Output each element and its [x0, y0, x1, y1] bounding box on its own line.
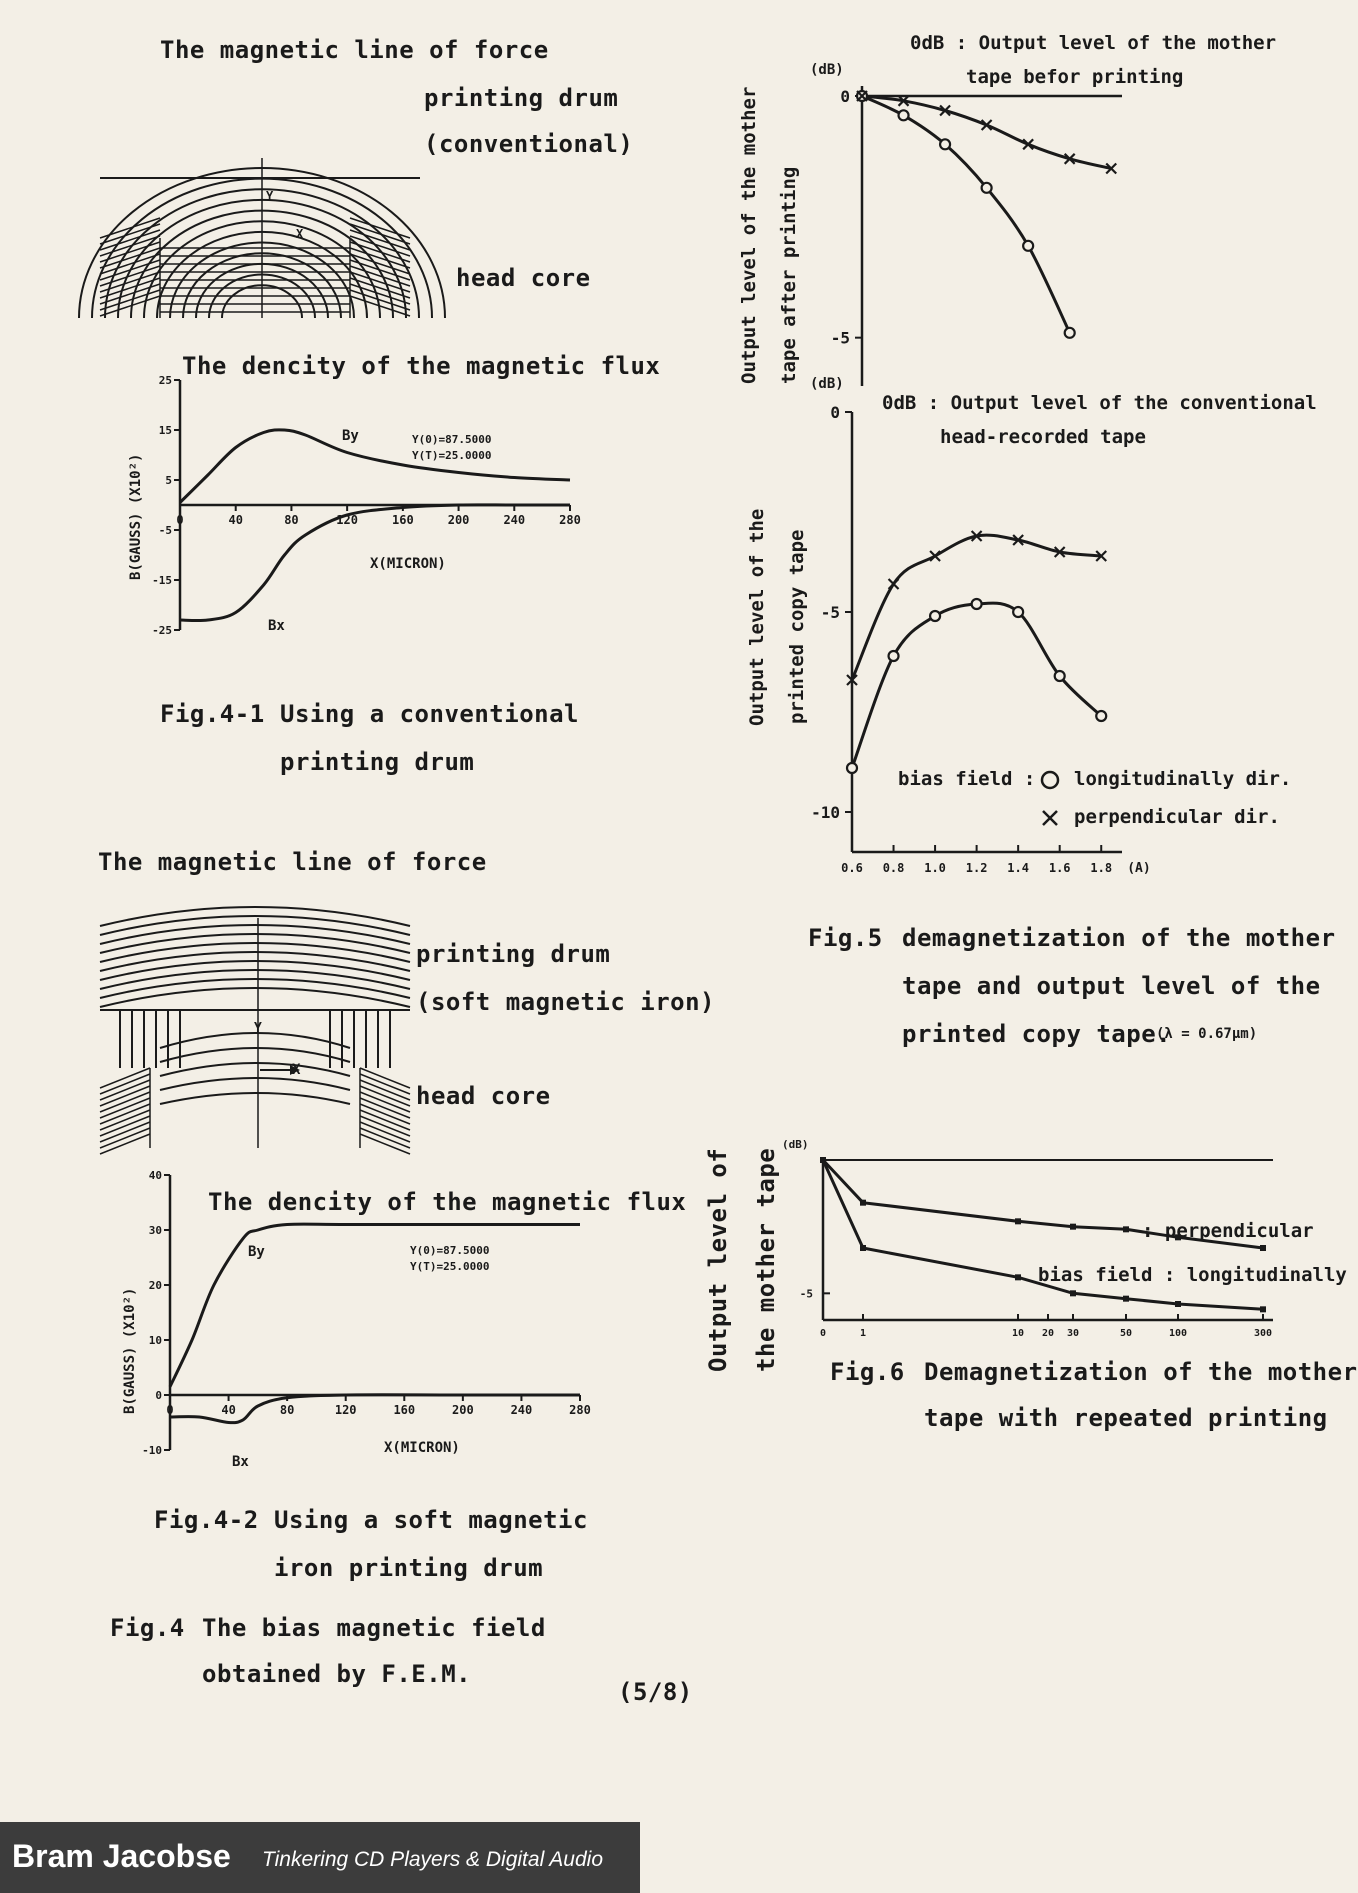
y-tick-label: 15 [158, 424, 172, 437]
x-tick-label: 160 [393, 1403, 416, 1417]
fig5-bot-ylabel2: printed copy tape [786, 529, 808, 724]
marker-circle [889, 651, 899, 661]
fig5-top-chart [820, 80, 1240, 370]
fig4-caption-l1: The bias magnetic field [202, 1614, 546, 1642]
x-tick-label: 10 [1011, 1328, 1025, 1339]
marker-cross [889, 579, 899, 589]
fig41-caption-l2: printing drum [280, 748, 475, 776]
fig6-label-perp: : perpendicular [1142, 1220, 1314, 1242]
fig6-caption-l1: Demagnetization of the mother [924, 1358, 1358, 1386]
x-tick-label: 40 [228, 513, 243, 527]
x-tick-label: 1 [859, 1328, 867, 1339]
fig41-label-y: Y [266, 189, 274, 203]
marker-square [1260, 1245, 1266, 1251]
x-tick-label: 1.2 [965, 861, 988, 875]
x-tick-label: 200 [452, 1403, 474, 1417]
core-hatch [100, 1092, 150, 1112]
fig41-chart [120, 360, 600, 660]
page-number: (5/8) [618, 1678, 693, 1706]
fig41-ylabel: B(GAUSS) (X10²) [128, 453, 144, 580]
fig5-legend-o: longitudinally dir. [1074, 768, 1292, 790]
marker-square [1015, 1218, 1021, 1224]
fig41-series-bx: Bx [268, 618, 285, 634]
fig42-label-drum-type: (soft magnetic iron) [416, 988, 715, 1016]
fig42-field-diagram [100, 918, 410, 1148]
marker-square [1123, 1296, 1129, 1302]
core-hatch [100, 1080, 150, 1100]
x-tick-label: 300 [1253, 1328, 1273, 1339]
y-tick-label: 40 [148, 1169, 162, 1182]
fig41-caption-l1: Using a conventional [280, 700, 579, 728]
y-tick-label: 0 [830, 403, 840, 422]
core-hatch [360, 1110, 410, 1130]
fig42-note1: Y(0)=87.5000 [410, 1244, 490, 1257]
fig6-ylabel1: Output level of [704, 1147, 732, 1372]
fig42-label-drum: printing drum [416, 940, 611, 968]
fig41-label-x: X [296, 227, 304, 241]
fig42-note2: Y(T)=25.0000 [410, 1260, 490, 1273]
fig41-label-drum-type: (conventional) [424, 130, 634, 158]
y-tick-label: -5 [820, 603, 840, 622]
marker-square [860, 1245, 866, 1251]
core-hatch [350, 272, 410, 292]
core-hatch [360, 1068, 410, 1088]
x-tick-label: 100 [1168, 1328, 1188, 1339]
series-perpendicular-line [862, 96, 1111, 169]
fig42-flux-title: The dencity of the magnetic flux [208, 1188, 687, 1216]
fig5-bot-ylabel1: Output level of the [746, 508, 768, 726]
x-tick-label: 20 [1041, 1328, 1055, 1339]
core-hatch [360, 1128, 410, 1148]
series-by-line [180, 430, 570, 503]
x-tick-label: 1.0 [924, 861, 946, 875]
core-hatch [360, 1104, 410, 1124]
fig5-bot-unit: (dB) [810, 376, 844, 392]
x-tick-label: 80 [279, 1403, 295, 1417]
series-longitudinal-line [862, 96, 1070, 333]
core-hatch [100, 242, 160, 262]
fig42-caption-num: Fig.4-2 [154, 1506, 259, 1534]
core-hatch [100, 1134, 150, 1154]
fig42-series-by: By [248, 1244, 265, 1260]
fig5-caption-l1: demagnetization of the mother [902, 924, 1336, 952]
core-hatch [100, 1110, 150, 1130]
y-tick-label: 0 [155, 1389, 162, 1402]
core-hatch [350, 242, 410, 262]
core-hatch [100, 1104, 150, 1124]
x-tick-label: 0.6 [841, 861, 863, 875]
x-tick-label: 280 [569, 1403, 591, 1417]
x-tick-label: 0.8 [882, 861, 905, 875]
core-hatch [100, 1068, 150, 1088]
fig42-xlabel: X(MICRON) [384, 1440, 460, 1456]
fig5-caption-num: Fig.5 [808, 924, 883, 952]
marker-circle [982, 183, 992, 193]
x-tick-label: 40 [221, 1403, 236, 1417]
y-tick-label: 0 [840, 87, 850, 106]
gap-line [160, 1078, 350, 1090]
y-tick-label: 25 [158, 374, 172, 387]
gap-line [160, 1093, 350, 1104]
marker-circle [847, 763, 857, 773]
y-tick-label: 30 [148, 1224, 162, 1237]
fig42-series-bx: Bx [232, 1454, 249, 1470]
y-tick-label: -5 [799, 1287, 813, 1301]
core-hatch [360, 1116, 410, 1136]
core-hatch [360, 1074, 410, 1094]
core-hatch [100, 1128, 150, 1148]
drum-line [100, 988, 410, 1007]
core-hatch [100, 296, 160, 316]
fig6-caption-l2: tape with repeated printing [924, 1404, 1328, 1432]
x-tick-label: 1.4 [1007, 861, 1029, 875]
core-hatch [100, 1086, 150, 1106]
y-tick-label: -25 [152, 624, 172, 637]
core-hatch [100, 290, 160, 310]
core-hatch [100, 1122, 150, 1142]
fig41-field-title: The magnetic line of force [160, 36, 549, 64]
y-tick-label: 20 [148, 1279, 162, 1292]
marker-circle [930, 611, 940, 621]
watermark-banner [0, 1822, 640, 1893]
core-hatch [360, 1134, 410, 1154]
core-hatch [360, 1080, 410, 1100]
y-tick-label: 5 [165, 474, 172, 487]
fig41-series-by: By [342, 428, 359, 444]
x-tick-label: 120 [336, 513, 358, 527]
fig5-top-note2: tape befor printing [966, 66, 1184, 88]
core-hatch [100, 224, 160, 244]
fig5-legend-circle-icon [1040, 770, 1060, 790]
fig5-top-note1: 0dB : Output level of the mother [910, 32, 1277, 54]
y-tick-label: -10 [811, 803, 840, 822]
fig5-caption-l2: tape and output level of the [902, 972, 1321, 1000]
fig42-label-core: head core [416, 1082, 551, 1110]
x-tick-label: 1.6 [1048, 861, 1071, 875]
fig41-flux-title: The dencity of the magnetic flux [182, 352, 661, 380]
gap-line [160, 1048, 350, 1062]
y-tick-label: -10 [142, 1444, 162, 1457]
marker-circle [899, 110, 909, 120]
x-tick-label: 80 [284, 513, 299, 527]
core-hatch [360, 1122, 410, 1142]
fig41-xlabel: X(MICRON) [370, 556, 446, 572]
fig4-caption-l2: obtained by F.E.M. [202, 1660, 472, 1688]
fig6-caption-num: Fig.6 [830, 1358, 905, 1386]
fig5-caption-l3: printed copy tape. [902, 1020, 1172, 1048]
x-tick-label: 0 [176, 513, 184, 527]
fig5-top-ylabel1: Output level of the mother [738, 86, 760, 384]
marker-circle [972, 599, 982, 609]
gap-line [160, 1063, 350, 1076]
x-tick-label: 200 [447, 513, 470, 527]
fig41-caption-num: Fig.4-1 [160, 700, 265, 728]
core-hatch [360, 1086, 410, 1106]
marker-square [1015, 1274, 1021, 1280]
x-unit-label: (A) [1127, 861, 1151, 876]
core-hatch [100, 1098, 150, 1118]
fig42-caption-l2: iron printing drum [274, 1554, 544, 1582]
x-tick-label: 120 [334, 1403, 357, 1417]
fig41-field-diagram [100, 78, 420, 318]
core-hatch [100, 1116, 150, 1136]
core-hatch [360, 1098, 410, 1118]
fig6-chart [799, 1150, 1280, 1350]
y-tick-label: -5 [158, 524, 172, 537]
marker-square [1070, 1224, 1076, 1230]
fig41-note2: Y(T)=25.0000 [412, 449, 492, 462]
marker-square [1070, 1290, 1076, 1296]
x-tick-label: 160 [392, 513, 414, 527]
core-hatch [350, 260, 410, 280]
x-tick-label: 0 [819, 1328, 827, 1339]
marker-cross [930, 551, 940, 561]
x-tick-label: 30 [1066, 1328, 1080, 1339]
core-hatch [100, 272, 160, 292]
fig4-caption-num: Fig.4 [110, 1614, 185, 1642]
fig41-note1: Y(0)=87.5000 [412, 433, 492, 446]
y-tick-label: -15 [152, 574, 172, 587]
watermark-tagline: Tinkering CD Players & Digital Audio [262, 1848, 604, 1871]
fig42-ylabel: B(GAUSS) (X10²) [122, 1287, 138, 1414]
fig5-legend-x: perpendicular dir. [1074, 806, 1280, 828]
marker-square [1260, 1306, 1266, 1312]
y-tick-label: -5 [830, 328, 850, 348]
x-tick-label: 1.8 [1090, 861, 1113, 875]
fig42-label-y: Y [254, 1021, 262, 1036]
fig6-label-long: bias field : longitudinally [1038, 1264, 1347, 1286]
x-tick-label: 280 [559, 513, 581, 527]
marker-circle [1013, 607, 1023, 617]
core-hatch [100, 1074, 150, 1094]
marker-circle [1065, 328, 1075, 338]
fig5-top-unit: (dB) [810, 62, 844, 78]
y-tick-label: 10 [148, 1334, 162, 1347]
series-longitudinal-line [852, 603, 1101, 768]
watermark-name: Bram Jacobse [12, 1838, 231, 1874]
marker-square [1123, 1226, 1129, 1232]
fig5-caption-lambda: (λ = 0.67μm) [1156, 1026, 1258, 1042]
marker-square [820, 1157, 826, 1163]
x-tick-label: 240 [510, 1403, 533, 1417]
x-tick-label: 0 [166, 1403, 174, 1417]
fig42-field-title: The magnetic line of force [98, 848, 487, 876]
fig42-chart [120, 1170, 600, 1480]
x-tick-label: 240 [503, 513, 526, 527]
fig6-ylabel2: the mother tape [752, 1147, 780, 1372]
core-hatch [350, 224, 410, 244]
marker-square [860, 1200, 866, 1206]
core-hatch [100, 260, 160, 280]
fig5-bot-note1: 0dB : Output level of the conventional [882, 392, 1317, 414]
marker-circle [1055, 671, 1065, 681]
fig42-caption-l1: Using a soft magnetic [274, 1506, 588, 1534]
marker-circle [940, 139, 950, 149]
x-tick-label: 50 [1119, 1328, 1133, 1339]
fig41-label-drum: printing drum [424, 84, 619, 112]
marker-circle [1023, 241, 1033, 251]
fig6-unit: (dB) [782, 1138, 809, 1151]
fig5-legend-title: bias field : [898, 768, 1036, 790]
fig5-bot-note2: head-recorded tape [940, 426, 1146, 448]
marker-circle [1096, 711, 1106, 721]
core-hatch [100, 236, 160, 256]
fig41-label-core: head core [456, 264, 591, 292]
marker-square [1175, 1301, 1181, 1307]
fig5-legend-cross-icon [1040, 808, 1060, 828]
fig5-top-ylabel2: tape after printing [778, 166, 800, 384]
fig42-label-x: X [292, 1062, 301, 1078]
series-by-line [170, 1224, 580, 1387]
core-hatch [360, 1092, 410, 1112]
